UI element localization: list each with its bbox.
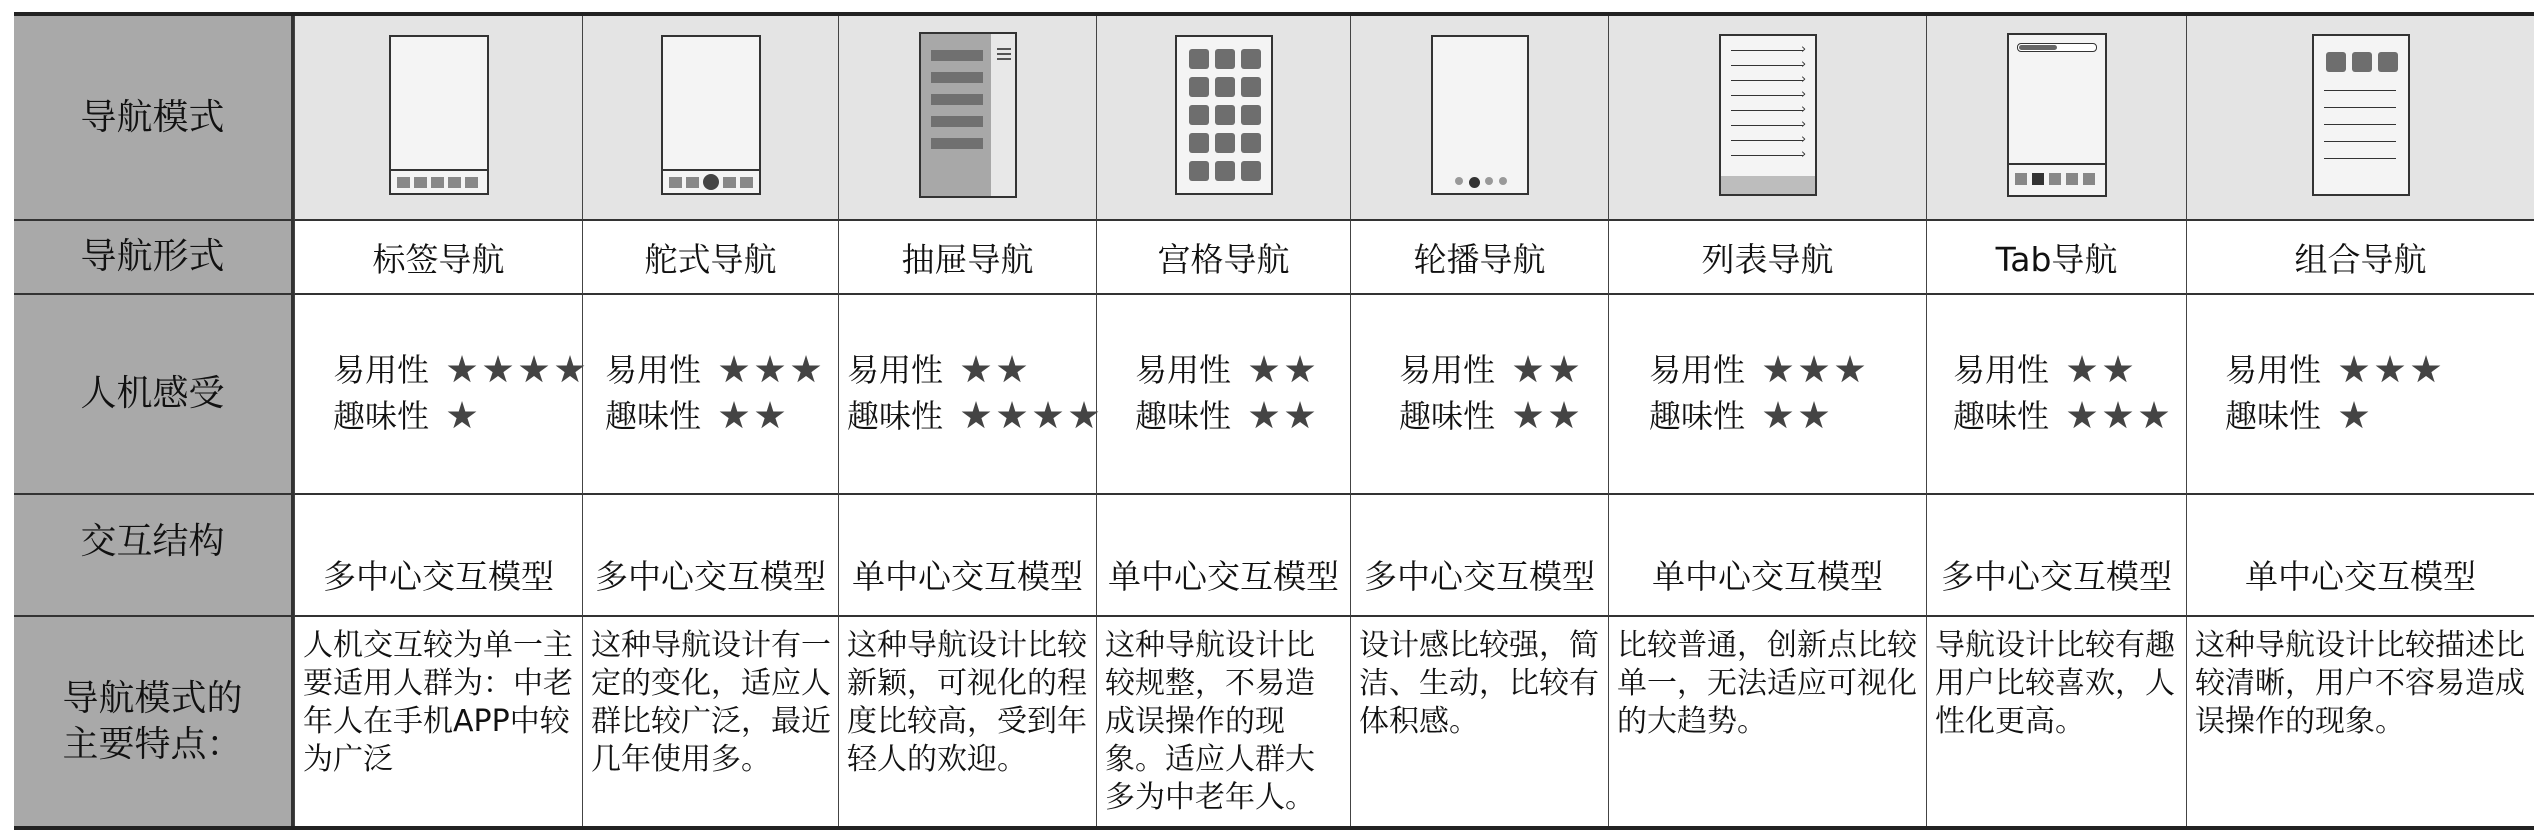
chevron-right-icon: › — [1801, 101, 1807, 117]
star-icon — [1285, 401, 1315, 431]
fun-rating — [2225, 393, 2534, 439]
features-cell: 设计感比较强，简洁、生动，比较有体积感。 — [1350, 617, 1608, 826]
combo-grid-tile — [2378, 52, 2398, 72]
tab-bar-divider — [391, 169, 487, 171]
chevron-right-icon: › — [1801, 56, 1807, 72]
tab-item — [2083, 173, 2095, 185]
usability-rating-stars — [2339, 355, 2441, 385]
list-row-line — [1731, 95, 1803, 97]
row-header-form-text: 导航形式 — [80, 236, 225, 277]
tab-item — [740, 177, 753, 188]
fun-rating-label: 趣味性 — [1649, 397, 1746, 435]
fun-rating — [1135, 393, 1350, 439]
nav-form-name: 宫格导航 — [1157, 239, 1290, 279]
interaction-cell — [2186, 495, 2534, 617]
fun-rating — [847, 393, 1096, 439]
star-icon — [961, 355, 991, 385]
star-icon — [2375, 355, 2405, 385]
usability-rating-stars — [719, 355, 821, 385]
drawer-nav-phone-icon — [919, 32, 1017, 198]
drawer-menu-item — [931, 116, 983, 127]
grid-tile — [1215, 133, 1235, 153]
nav-form-name: 轮播导航 — [1413, 239, 1546, 279]
row-header-interaction — [14, 495, 294, 617]
interaction-cell — [1926, 495, 2186, 617]
star-icon — [755, 401, 785, 431]
tab-top-nav-phone-icon — [2007, 33, 2107, 197]
tab-item — [686, 177, 699, 188]
tab-item — [723, 177, 736, 188]
row-header-feel-text: 人机感受 — [80, 373, 225, 414]
combo-list-line — [2324, 90, 2396, 92]
form-cell — [294, 221, 582, 295]
chevron-right-icon: › — [1801, 146, 1807, 162]
star-icon — [1799, 401, 1829, 431]
row-header-feel — [14, 295, 294, 495]
tab-item — [669, 177, 682, 188]
fun-rating-stars — [961, 401, 1099, 431]
feel-cell — [2186, 295, 2534, 495]
fun-rating — [1649, 393, 1926, 439]
star-icon — [2139, 401, 2169, 431]
combo-list-line — [2324, 107, 2396, 109]
fun-rating-stars — [2339, 401, 2369, 431]
mode-cell — [582, 16, 838, 221]
hamburger-line — [997, 58, 1011, 60]
star-icon — [2067, 401, 2097, 431]
fun-rating — [605, 393, 838, 439]
fun-rating-label: 趣味性 — [1135, 397, 1232, 435]
usability-rating-stars — [1513, 355, 1579, 385]
feel-cell — [294, 295, 582, 495]
tab-bar-phone-icon — [389, 35, 489, 195]
usability-rating — [333, 347, 582, 393]
tab-item — [2066, 173, 2078, 185]
interaction-model: 多中心交互模型 — [595, 556, 826, 596]
form-cell — [1608, 221, 1926, 295]
nav-form-name: Tab导航 — [1995, 239, 2118, 279]
star-icon — [2103, 355, 2133, 385]
star-icon — [555, 355, 585, 385]
list-row-line — [1731, 140, 1803, 142]
combo-list-line — [2324, 141, 2396, 143]
star-icon — [997, 401, 1027, 431]
fun-rating-label: 趣味性 — [333, 397, 430, 435]
combo-list-line — [2324, 124, 2396, 126]
combo-grid-tile — [2352, 52, 2372, 72]
form-cell — [1350, 221, 1608, 295]
grid-tile — [1241, 105, 1261, 125]
star-icon — [483, 355, 513, 385]
usability-rating-label: 易用性 — [333, 351, 430, 389]
interaction-model: 单中心交互模型 — [1108, 556, 1339, 596]
star-icon — [1835, 355, 1865, 385]
usability-rating-label: 易用性 — [1135, 351, 1232, 389]
usability-rating-stars — [447, 355, 585, 385]
form-cell — [2186, 221, 2534, 295]
hamburger-line — [997, 53, 1011, 55]
row-header-interaction-text: 交互结构 — [80, 521, 225, 562]
mode-cell — [1096, 16, 1350, 221]
center-rudder-button — [703, 174, 719, 190]
fun-rating-label: 趣味性 — [1399, 397, 1496, 435]
feel-cell — [1096, 295, 1350, 495]
usability-rating — [1399, 347, 1608, 393]
list-nav-phone-icon — [1719, 34, 1817, 196]
usability-rating — [1953, 347, 2186, 393]
nav-form-name: 舵式导航 — [644, 239, 777, 279]
star-icon — [2339, 401, 2369, 431]
fun-rating — [333, 393, 582, 439]
fun-rating-label: 趣味性 — [847, 397, 944, 435]
carousel-dot — [1469, 177, 1480, 188]
features-cell: 导航设计比较有趣用户比较喜欢，人性化更高。 — [1926, 617, 2186, 826]
drawer-menu-item — [931, 94, 983, 105]
grid-tile — [1189, 105, 1209, 125]
form-cell — [1926, 221, 2186, 295]
star-icon — [1549, 401, 1579, 431]
features-cell: 这种导航设计有一定的变化，适应人群比较广泛，最近几年使用多。 — [582, 617, 838, 826]
fun-rating-stars — [1763, 401, 1829, 431]
list-footer — [1721, 176, 1815, 194]
star-icon — [2411, 355, 2441, 385]
chevron-right-icon: › — [1801, 131, 1807, 147]
combo-list-line — [2324, 158, 2396, 160]
interaction-model: 多中心交互模型 — [323, 556, 554, 596]
carousel-dot — [1455, 177, 1463, 185]
fun-rating-stars — [1513, 401, 1579, 431]
interaction-cell — [1096, 495, 1350, 617]
features-cell: 比较普通，创新点比较单一，无法适应可视化的大趋势。 — [1608, 617, 1926, 826]
nav-form-name: 组合导航 — [2294, 239, 2427, 279]
navigation-comparison-table — [14, 12, 2534, 830]
interaction-model: 单中心交互模型 — [2245, 556, 2476, 596]
star-icon — [719, 355, 749, 385]
tab-bar-divider — [2009, 163, 2105, 165]
star-icon — [2067, 355, 2097, 385]
mode-cell — [838, 16, 1096, 221]
chevron-right-icon: › — [1801, 116, 1807, 132]
star-icon — [961, 401, 991, 431]
rudder-nav-phone-icon — [661, 35, 761, 195]
star-icon — [1069, 401, 1099, 431]
list-row-line — [1731, 125, 1803, 127]
interaction-cell — [294, 495, 582, 617]
usability-rating-stars — [1249, 355, 1315, 385]
star-icon — [447, 401, 477, 431]
interaction-cell — [1608, 495, 1926, 617]
interaction-model: 单中心交互模型 — [1652, 556, 1883, 596]
feel-cell — [582, 295, 838, 495]
star-icon — [719, 401, 749, 431]
row-header-mode — [14, 16, 294, 221]
grid-tile — [1215, 161, 1235, 181]
list-row-line — [1731, 155, 1803, 157]
grid-tile — [1189, 161, 1209, 181]
usability-rating-label: 易用性 — [1399, 351, 1496, 389]
feel-cell — [838, 295, 1096, 495]
usability-rating-label: 易用性 — [1953, 351, 2050, 389]
top-tab-indicator — [2019, 45, 2057, 50]
star-icon — [1549, 355, 1579, 385]
carousel-dot — [1499, 177, 1507, 185]
list-row-line — [1731, 50, 1803, 52]
usability-rating-stars — [961, 355, 1027, 385]
usability-rating-stars — [2067, 355, 2133, 385]
star-icon — [1513, 355, 1543, 385]
combo-grid-tile — [2326, 52, 2346, 72]
usability-rating-label: 易用性 — [605, 351, 702, 389]
grid-tile — [1241, 77, 1261, 97]
star-icon — [1799, 355, 1829, 385]
star-icon — [755, 355, 785, 385]
usability-rating — [1135, 347, 1350, 393]
tab-item — [465, 177, 478, 188]
tab-item — [414, 177, 427, 188]
carousel-dot — [1485, 177, 1493, 185]
star-icon — [1033, 401, 1063, 431]
grid-tile — [1241, 161, 1261, 181]
features-cell: 这种导航设计比较规整，不易造成误操作的现象。适应人群大多为中老年人。 — [1096, 617, 1350, 826]
hamburger-line — [997, 48, 1011, 50]
mode-cell — [2186, 16, 2534, 221]
star-icon — [1513, 401, 1543, 431]
interaction-cell — [838, 495, 1096, 617]
interaction-cell — [1350, 495, 1608, 617]
carousel-nav-phone-icon — [1431, 35, 1529, 195]
fun-rating-stars — [2067, 401, 2169, 431]
row-header-form — [14, 221, 294, 295]
grid-tile — [1215, 105, 1235, 125]
row-header-mode-text: 导航模式 — [80, 96, 225, 138]
list-row-line — [1731, 110, 1803, 112]
features-cell: 这种导航设计比较描述比较清晰，用户不容易造成误操作的现象。 — [2186, 617, 2534, 826]
tab-item — [431, 177, 444, 188]
usability-rating — [847, 347, 1096, 393]
list-row-line — [1731, 80, 1803, 82]
nav-form-name: 抽屉导航 — [901, 239, 1034, 279]
star-icon — [1249, 401, 1279, 431]
grid-tile — [1189, 77, 1209, 97]
interaction-model: 多中心交互模型 — [1364, 556, 1595, 596]
usability-rating-stars — [1763, 355, 1865, 385]
fun-rating-stars — [447, 401, 477, 431]
list-row-line — [1731, 65, 1803, 67]
usability-rating — [605, 347, 838, 393]
interaction-model: 单中心交互模型 — [852, 556, 1083, 596]
star-icon — [2339, 355, 2369, 385]
mode-cell — [1926, 16, 2186, 221]
grid-tile — [1189, 49, 1209, 69]
nav-form-name: 标签导航 — [372, 239, 505, 279]
tab-item — [448, 177, 461, 188]
feel-cell — [1608, 295, 1926, 495]
combined-nav-phone-icon — [2312, 34, 2410, 196]
star-icon — [2103, 401, 2133, 431]
interaction-cell — [582, 495, 838, 617]
features-cell: 这种导航设计比较新颖，可视化的程度比较高，受到年轻人的欢迎。 — [838, 617, 1096, 826]
feel-cell — [1926, 295, 2186, 495]
fun-rating-stars — [1249, 401, 1315, 431]
form-cell — [582, 221, 838, 295]
fun-rating — [1953, 393, 2186, 439]
row-header-features-line2: 主要特点： — [62, 723, 243, 765]
star-icon — [1763, 401, 1793, 431]
chevron-right-icon: › — [1801, 71, 1807, 87]
chevron-right-icon: › — [1801, 86, 1807, 102]
usability-rating — [2225, 347, 2534, 393]
star-icon — [1285, 355, 1315, 385]
form-cell — [1096, 221, 1350, 295]
mode-cell — [1350, 16, 1608, 221]
drawer-menu-item — [931, 50, 983, 61]
feel-cell — [1350, 295, 1608, 495]
grid-tile — [1189, 133, 1209, 153]
mode-cell — [294, 16, 582, 221]
drawer-menu-item — [931, 72, 983, 83]
star-icon — [1763, 355, 1793, 385]
tab-item — [2032, 173, 2044, 185]
features-cell: 人机交互较为单一主要适用人群为：中老年人在手机APP中较为广泛 — [294, 617, 582, 826]
usability-rating-label: 易用性 — [847, 351, 944, 389]
grid-tile — [1241, 133, 1261, 153]
fun-rating-label: 趣味性 — [605, 397, 702, 435]
drawer-menu-item — [931, 138, 983, 149]
fun-rating — [1399, 393, 1608, 439]
mode-cell — [1608, 16, 1926, 221]
tab-item — [2049, 173, 2061, 185]
fun-rating-label: 趣味性 — [1953, 397, 2050, 435]
chevron-right-icon: › — [1801, 41, 1807, 57]
grid-tile — [1215, 49, 1235, 69]
usability-rating — [1649, 347, 1926, 393]
grid-tile — [1215, 77, 1235, 97]
row-header-features-line1: 导航模式的 — [62, 677, 243, 719]
tab-bar-divider — [663, 169, 759, 171]
interaction-model: 多中心交互模型 — [1941, 556, 2172, 596]
usability-rating-label: 易用性 — [1649, 351, 1746, 389]
star-icon — [791, 355, 821, 385]
fun-rating-stars — [719, 401, 785, 431]
star-icon — [519, 355, 549, 385]
tab-item — [2015, 173, 2027, 185]
usability-rating-label: 易用性 — [2225, 351, 2322, 389]
grid-nav-phone-icon — [1175, 35, 1273, 195]
star-icon — [1249, 355, 1279, 385]
form-cell — [838, 221, 1096, 295]
row-header-features — [14, 617, 294, 826]
star-icon — [447, 355, 477, 385]
tab-item — [397, 177, 410, 188]
row-header-features-text — [62, 676, 242, 768]
fun-rating-label: 趣味性 — [2225, 397, 2322, 435]
nav-form-name: 列表导航 — [1701, 239, 1834, 279]
grid-tile — [1241, 49, 1261, 69]
star-icon — [997, 355, 1027, 385]
